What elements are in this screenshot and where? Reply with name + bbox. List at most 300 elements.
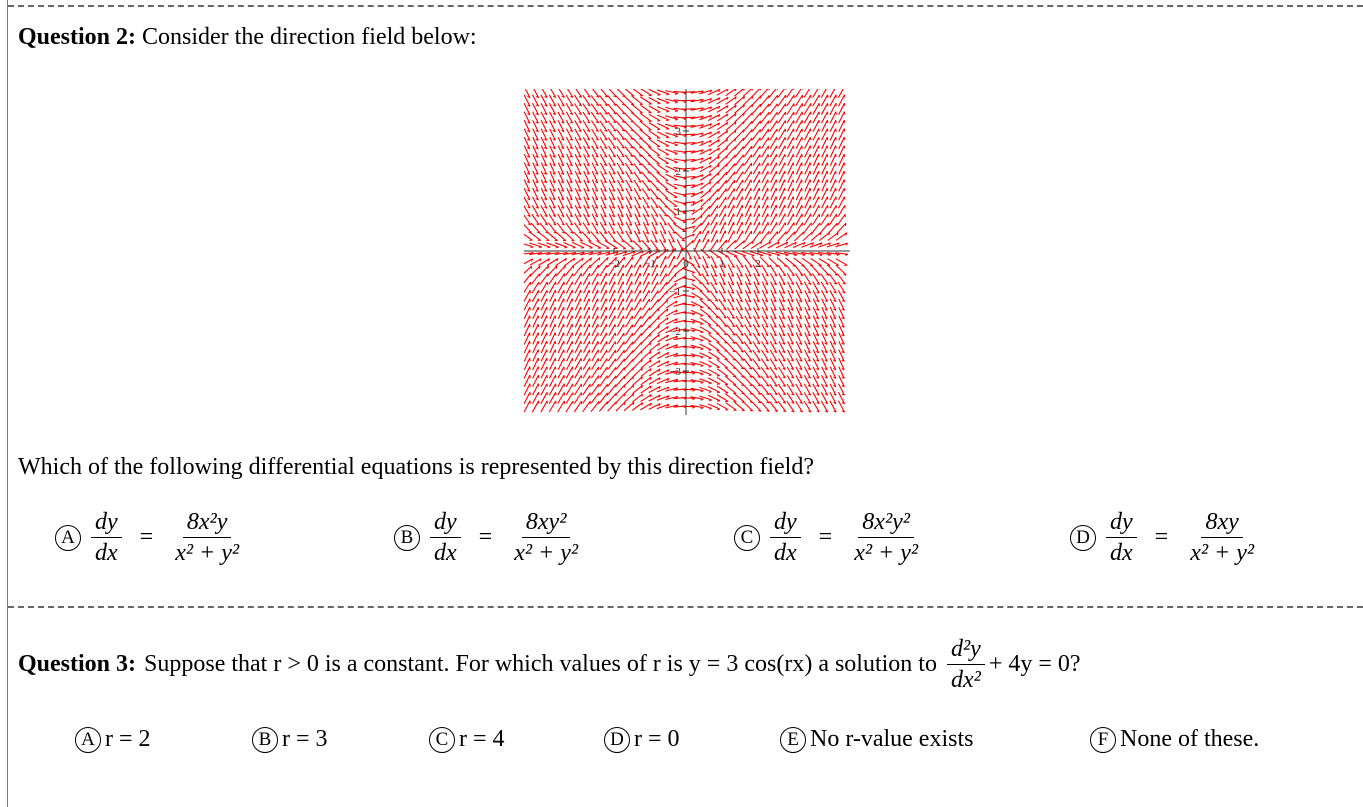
field-arrow bbox=[657, 378, 669, 383]
field-arrowhead bbox=[530, 316, 531, 319]
field-arrow bbox=[624, 394, 634, 403]
field-arrowhead bbox=[701, 366, 704, 367]
field-arrow bbox=[624, 105, 633, 114]
q3-choice-c-text: r = 4 bbox=[459, 726, 505, 752]
q3-choice-e-text: No r-value exists bbox=[810, 726, 974, 752]
field-arrowhead bbox=[735, 240, 736, 243]
field-arrowhead bbox=[666, 111, 669, 112]
field-arrow bbox=[624, 96, 634, 105]
field-arrowhead bbox=[700, 332, 703, 333]
field-arrow bbox=[600, 384, 608, 394]
q3-choice-c-bubble[interactable]: C bbox=[429, 727, 455, 753]
q2-choice-c-bubble[interactable]: C bbox=[734, 525, 760, 551]
field-arrowhead bbox=[665, 198, 668, 199]
field-arrow bbox=[657, 132, 669, 138]
field-arrow bbox=[682, 134, 695, 135]
field-arrowhead bbox=[701, 382, 704, 383]
q2-choice-a-equals: = bbox=[139, 524, 154, 550]
field-arrowhead bbox=[573, 248, 576, 249]
field-arrowhead bbox=[818, 275, 821, 276]
field-arrowhead bbox=[735, 122, 736, 125]
field-arrow bbox=[682, 338, 695, 339]
field-arrow bbox=[691, 199, 702, 205]
field-arrowhead bbox=[744, 89, 745, 91]
field-arrowhead bbox=[769, 255, 772, 256]
q2-choice-d-equals: = bbox=[1154, 524, 1169, 550]
field-arrowhead bbox=[741, 360, 744, 361]
field-arrow bbox=[761, 89, 770, 97]
field-arrowhead bbox=[709, 392, 712, 393]
field-arrow bbox=[666, 301, 677, 308]
field-arrow bbox=[682, 364, 695, 365]
field-arrowhead bbox=[701, 399, 704, 400]
field-arrow bbox=[657, 148, 668, 154]
field-arrowhead bbox=[571, 241, 574, 242]
field-arrowhead bbox=[743, 256, 746, 257]
field-arrow bbox=[682, 381, 695, 382]
field-arrowhead bbox=[810, 163, 811, 166]
field-arrow bbox=[617, 359, 625, 369]
field-arrow bbox=[625, 376, 634, 385]
field-arrow bbox=[803, 232, 813, 241]
field-arrowhead bbox=[531, 247, 534, 248]
field-arrowhead bbox=[548, 266, 549, 269]
field-arrowhead bbox=[589, 316, 590, 319]
y-tick-label: −3 bbox=[669, 366, 681, 378]
field-arrow bbox=[616, 393, 625, 402]
field-arrowhead bbox=[727, 156, 728, 159]
field-arrowhead bbox=[709, 383, 712, 384]
field-arrow bbox=[624, 402, 634, 411]
field-arrowhead bbox=[572, 299, 573, 302]
field-arrowhead bbox=[649, 273, 650, 276]
field-arrowhead bbox=[701, 408, 704, 409]
q3-choice-b[interactable] bbox=[252, 726, 328, 753]
field-arrow bbox=[682, 312, 695, 313]
field-arrowhead bbox=[812, 232, 813, 235]
field-arrowhead bbox=[751, 256, 754, 257]
field-arrowhead bbox=[758, 411, 761, 412]
q3-choice-e[interactable] bbox=[780, 726, 973, 753]
field-arrowhead bbox=[767, 411, 770, 412]
field-arrowhead bbox=[642, 368, 643, 371]
field-arrowhead bbox=[758, 402, 761, 403]
field-arrowhead bbox=[675, 154, 678, 155]
field-arrow bbox=[682, 372, 695, 373]
field-arrow bbox=[633, 147, 642, 157]
middle-divider bbox=[8, 606, 1363, 608]
field-arrow bbox=[719, 180, 727, 190]
field-arrowhead bbox=[639, 130, 642, 131]
field-arrowhead bbox=[793, 171, 794, 174]
field-arrowhead bbox=[650, 343, 651, 346]
question-2-heading bbox=[18, 24, 477, 51]
field-arrowhead bbox=[709, 367, 712, 368]
field-arrow bbox=[616, 368, 624, 378]
field-arrowhead bbox=[734, 214, 735, 217]
field-arrow bbox=[744, 376, 753, 386]
field-arrow bbox=[682, 117, 695, 118]
field-arrowhead bbox=[623, 273, 624, 276]
field-arrowhead bbox=[827, 180, 828, 183]
field-arrow bbox=[743, 104, 752, 113]
field-arrow bbox=[657, 140, 669, 146]
field-arrowhead bbox=[700, 324, 703, 325]
field-arrowhead bbox=[751, 205, 752, 208]
field-arrowhead bbox=[735, 147, 736, 150]
field-arrowhead bbox=[701, 391, 704, 392]
field-arrow bbox=[616, 104, 625, 113]
field-arrowhead bbox=[616, 402, 617, 405]
field-arrowhead bbox=[540, 266, 541, 269]
q3-choice-d-text: r = 0 bbox=[634, 726, 680, 752]
field-arrow bbox=[691, 293, 702, 300]
field-arrowhead bbox=[744, 241, 745, 244]
field-arrow bbox=[727, 147, 736, 156]
field-arrowhead bbox=[742, 222, 743, 225]
q3-choice-e-bubble[interactable]: E bbox=[780, 727, 806, 753]
field-arrowhead bbox=[659, 334, 660, 337]
field-arrowhead bbox=[530, 350, 531, 353]
question-2-label: Question 2: bbox=[18, 24, 137, 50]
field-arrowhead bbox=[581, 316, 582, 319]
field-arrow bbox=[665, 141, 677, 145]
field-arrow bbox=[539, 233, 549, 241]
field-arrowhead bbox=[692, 289, 695, 290]
field-arrow bbox=[616, 113, 625, 123]
field-arrowhead bbox=[819, 188, 820, 191]
field-arrow bbox=[642, 325, 650, 335]
field-arrowhead bbox=[836, 146, 837, 149]
field-arrowhead bbox=[709, 400, 712, 401]
field-arrowhead bbox=[727, 164, 728, 167]
field-arrow bbox=[665, 149, 677, 153]
field-arrowhead bbox=[744, 121, 745, 124]
field-arrowhead bbox=[761, 89, 762, 90]
field-arrow bbox=[726, 360, 735, 369]
q3-choice-d-bubble[interactable]: D bbox=[604, 727, 630, 753]
y-tick-label: −1 bbox=[669, 286, 681, 298]
field-arrow bbox=[710, 189, 719, 199]
field-arrow bbox=[811, 232, 821, 240]
q2-choice-b[interactable] bbox=[394, 507, 586, 568]
field-arrow bbox=[599, 89, 607, 97]
field-arrowhead bbox=[701, 374, 704, 375]
field-arrowhead bbox=[819, 163, 820, 166]
field-arrowhead bbox=[564, 324, 565, 327]
field-arrow bbox=[727, 342, 736, 352]
q2-choice-a[interactable] bbox=[55, 507, 247, 568]
field-arrowhead bbox=[768, 188, 769, 191]
field-arrowhead bbox=[776, 188, 777, 191]
field-arrow bbox=[600, 393, 608, 403]
field-arrowhead bbox=[844, 171, 845, 174]
field-arrow bbox=[735, 385, 745, 394]
field-arrow bbox=[761, 112, 769, 122]
field-arrowhead bbox=[735, 130, 736, 133]
field-arrowhead bbox=[744, 130, 745, 133]
field-arrow bbox=[683, 234, 695, 239]
field-arrow bbox=[548, 232, 558, 240]
field-arrowhead bbox=[717, 401, 720, 402]
field-arrow bbox=[641, 343, 650, 352]
field-arrowhead bbox=[538, 316, 539, 319]
field-arrow bbox=[752, 402, 761, 411]
field-arrowhead bbox=[547, 247, 550, 248]
field-arrowhead bbox=[752, 96, 753, 99]
field-arrow bbox=[744, 385, 753, 394]
field-arrowhead bbox=[717, 409, 720, 410]
field-arrow bbox=[682, 286, 695, 288]
field-arrow bbox=[752, 96, 761, 106]
field-arrowhead bbox=[675, 111, 678, 112]
x-tick-label: −2 bbox=[608, 258, 620, 270]
field-arrow bbox=[650, 308, 658, 318]
field-arrow bbox=[642, 155, 651, 164]
field-arrowhead bbox=[735, 89, 736, 91]
field-arrowhead bbox=[633, 376, 634, 379]
field-arrow bbox=[753, 121, 761, 131]
field-arrowhead bbox=[759, 197, 760, 200]
field-arrow bbox=[692, 275, 702, 284]
field-arrowhead bbox=[564, 247, 567, 248]
field-arrow bbox=[744, 130, 752, 140]
field-arrow bbox=[650, 317, 659, 326]
field-arrowhead bbox=[716, 317, 719, 318]
field-arrowhead bbox=[844, 146, 845, 149]
q2-choice-a-bubble[interactable]: A bbox=[55, 525, 81, 551]
field-arrowhead bbox=[650, 351, 651, 354]
field-arrowhead bbox=[625, 402, 626, 405]
field-arrow bbox=[699, 387, 711, 391]
field-arrow bbox=[659, 291, 667, 301]
field-arrow bbox=[752, 104, 761, 114]
field-arrowhead bbox=[624, 385, 625, 388]
field-arrow bbox=[657, 123, 669, 128]
field-arrow bbox=[624, 113, 633, 122]
field-arrow bbox=[633, 342, 642, 352]
field-arrowhead bbox=[741, 368, 744, 369]
field-arrowhead bbox=[802, 197, 803, 200]
field-arrow bbox=[624, 385, 633, 394]
field-arrowhead bbox=[734, 256, 737, 257]
q3-choice-a-bubble[interactable]: A bbox=[75, 727, 101, 753]
field-arrow bbox=[633, 359, 642, 368]
field-arrowhead bbox=[692, 280, 695, 281]
y-tick-label: −2 bbox=[669, 326, 681, 338]
field-arrow bbox=[744, 121, 753, 131]
field-arrowhead bbox=[539, 247, 542, 248]
field-arrowhead bbox=[589, 290, 590, 293]
field-arrow bbox=[624, 89, 634, 96]
field-arrow bbox=[677, 248, 683, 260]
field-arrow bbox=[616, 402, 625, 411]
field-arrowhead bbox=[819, 154, 820, 157]
field-arrowhead bbox=[752, 89, 753, 90]
field-arrowhead bbox=[530, 358, 531, 361]
field-arrowhead bbox=[835, 275, 838, 276]
field-arrowhead bbox=[744, 113, 745, 116]
field-arrow bbox=[633, 113, 643, 121]
field-arrow bbox=[675, 225, 686, 232]
field-arrow bbox=[726, 351, 735, 360]
q2-choice-d[interactable] bbox=[1070, 507, 1262, 568]
field-arrow bbox=[735, 359, 744, 369]
field-arrowhead bbox=[599, 258, 600, 261]
field-arrow bbox=[616, 89, 625, 97]
field-arrowhead bbox=[759, 214, 760, 217]
field-arrowhead bbox=[572, 324, 573, 327]
q3-choice-b-bubble[interactable]: B bbox=[252, 727, 278, 753]
field-arrow bbox=[735, 147, 743, 157]
question-3-derivative: $\frac{\text{d²y}}{\text{dx²}}$ bbox=[947, 634, 985, 695]
field-arrowhead bbox=[659, 317, 660, 320]
field-arrow bbox=[786, 258, 796, 266]
field-arrowhead bbox=[666, 94, 669, 95]
field-arrowhead bbox=[700, 340, 703, 341]
x-tick-label: 0 bbox=[683, 258, 689, 270]
field-arrowhead bbox=[732, 343, 735, 344]
q3-choice-f-bubble[interactable]: F bbox=[1090, 727, 1116, 753]
field-arrowhead bbox=[709, 375, 712, 376]
field-arrowhead bbox=[827, 146, 828, 149]
field-arrowhead bbox=[836, 180, 837, 183]
field-arrowhead bbox=[826, 275, 829, 276]
field-arrow bbox=[642, 172, 650, 182]
field-arrow bbox=[531, 266, 540, 275]
field-arrowhead bbox=[845, 223, 846, 226]
field-arrow bbox=[616, 385, 625, 395]
field-arrow bbox=[666, 182, 677, 188]
q3-choice-d[interactable] bbox=[604, 726, 680, 753]
field-arrowhead bbox=[758, 394, 761, 395]
field-arrowhead bbox=[810, 188, 811, 191]
q3-choice-a[interactable] bbox=[75, 726, 151, 753]
field-arrowhead bbox=[795, 232, 796, 235]
field-arrow bbox=[682, 321, 695, 322]
q2-choice-b-equals: = bbox=[478, 524, 493, 550]
field-arrow bbox=[650, 181, 659, 191]
top-divider bbox=[8, 5, 1363, 7]
field-arrow bbox=[608, 96, 617, 106]
field-arrowhead bbox=[650, 334, 651, 337]
field-arrowhead bbox=[633, 385, 634, 388]
q2-choice-d-rhs: $\frac{8xy}{\text{x² + y²}}$ bbox=[1190, 509, 1255, 566]
field-arrowhead bbox=[682, 241, 685, 242]
q2-choice-b-lhs: $\frac{dy}{dx}$ bbox=[430, 507, 461, 568]
y-tick-label: 2 bbox=[675, 166, 681, 178]
field-arrowhead bbox=[531, 266, 532, 269]
field-arrow bbox=[632, 89, 642, 96]
field-arrow bbox=[633, 122, 643, 131]
q3-choice-c[interactable] bbox=[429, 726, 505, 753]
field-arrow bbox=[625, 359, 634, 369]
field-arrowhead bbox=[724, 334, 727, 335]
field-arrowhead bbox=[675, 93, 678, 94]
field-arrow bbox=[674, 276, 686, 282]
q2-choice-c[interactable] bbox=[734, 507, 926, 568]
field-arrow bbox=[699, 379, 711, 383]
field-arrowhead bbox=[793, 197, 794, 200]
field-arrowhead bbox=[588, 241, 591, 242]
field-arrow bbox=[633, 377, 643, 386]
field-arrowhead bbox=[659, 326, 660, 329]
field-arrowhead bbox=[843, 275, 846, 276]
field-arrow bbox=[665, 158, 677, 163]
q2-choice-b-bubble[interactable]: B bbox=[394, 525, 420, 551]
field-arrow bbox=[692, 284, 703, 292]
field-arrowhead bbox=[718, 173, 719, 176]
field-arrow bbox=[727, 155, 736, 165]
field-arrowhead bbox=[555, 333, 556, 336]
field-arrow bbox=[608, 376, 616, 386]
field-arrowhead bbox=[750, 385, 753, 386]
q3-choice-f[interactable] bbox=[1090, 726, 1259, 753]
question-3-text: Suppose that r > 0 is a constant. For which values of r is y = 3 cos(rx) a solution to bbox=[144, 651, 937, 677]
field-arrow bbox=[669, 256, 675, 268]
field-arrowhead bbox=[623, 290, 624, 293]
field-arrow bbox=[761, 96, 769, 106]
field-arrowhead bbox=[767, 266, 770, 267]
question-3-label: Question 3: bbox=[18, 651, 137, 677]
q2-choice-d-bubble[interactable]: D bbox=[1070, 525, 1096, 551]
field-arrowhead bbox=[547, 341, 548, 344]
field-arrow bbox=[743, 393, 752, 402]
field-arrowhead bbox=[710, 198, 711, 201]
field-arrow bbox=[735, 377, 744, 386]
field-arrow bbox=[625, 368, 634, 378]
field-arrowhead bbox=[844, 137, 845, 140]
field-arrowhead bbox=[700, 316, 703, 317]
field-arrow bbox=[633, 130, 642, 139]
field-arrow bbox=[682, 126, 695, 127]
q2-choice-c-rhs: $\frac{\text{8x²y²}}{\text{x² + y²}}$ bbox=[854, 509, 919, 566]
x-tick-label: 1 bbox=[719, 258, 725, 270]
field-arrowhead bbox=[675, 162, 678, 163]
field-arrowhead bbox=[632, 273, 633, 276]
field-arrowhead bbox=[556, 247, 559, 248]
field-arrow bbox=[682, 168, 695, 169]
field-arrowhead bbox=[776, 205, 777, 208]
field-arrowhead bbox=[615, 299, 616, 302]
field-arrowhead bbox=[642, 359, 643, 362]
field-arrow bbox=[770, 104, 778, 114]
field-arrowhead bbox=[718, 181, 719, 184]
field-arrow bbox=[682, 151, 695, 152]
field-arrow bbox=[608, 393, 617, 403]
field-arrowhead bbox=[547, 307, 548, 310]
field-arrow bbox=[694, 239, 699, 251]
field-arrow bbox=[682, 278, 695, 281]
field-arrow bbox=[744, 113, 753, 123]
question-2-prompt: Which of the following differential equations is represented by this direction field? bbox=[18, 454, 814, 480]
field-arrowhead bbox=[820, 232, 821, 235]
field-arrowhead bbox=[827, 154, 828, 157]
field-arrow bbox=[666, 191, 677, 198]
field-arrow bbox=[633, 333, 641, 343]
field-arrowhead bbox=[701, 357, 704, 358]
field-arrow bbox=[625, 130, 634, 140]
field-arrow bbox=[524, 266, 532, 275]
field-arrowhead bbox=[692, 273, 695, 274]
field-arrow bbox=[682, 160, 695, 161]
field-arrow bbox=[530, 233, 540, 241]
field-arrow bbox=[837, 266, 846, 275]
field-arrowhead bbox=[760, 255, 763, 256]
field-arrow bbox=[735, 241, 745, 249]
field-arrow bbox=[699, 124, 711, 129]
field-arrow bbox=[642, 316, 650, 326]
